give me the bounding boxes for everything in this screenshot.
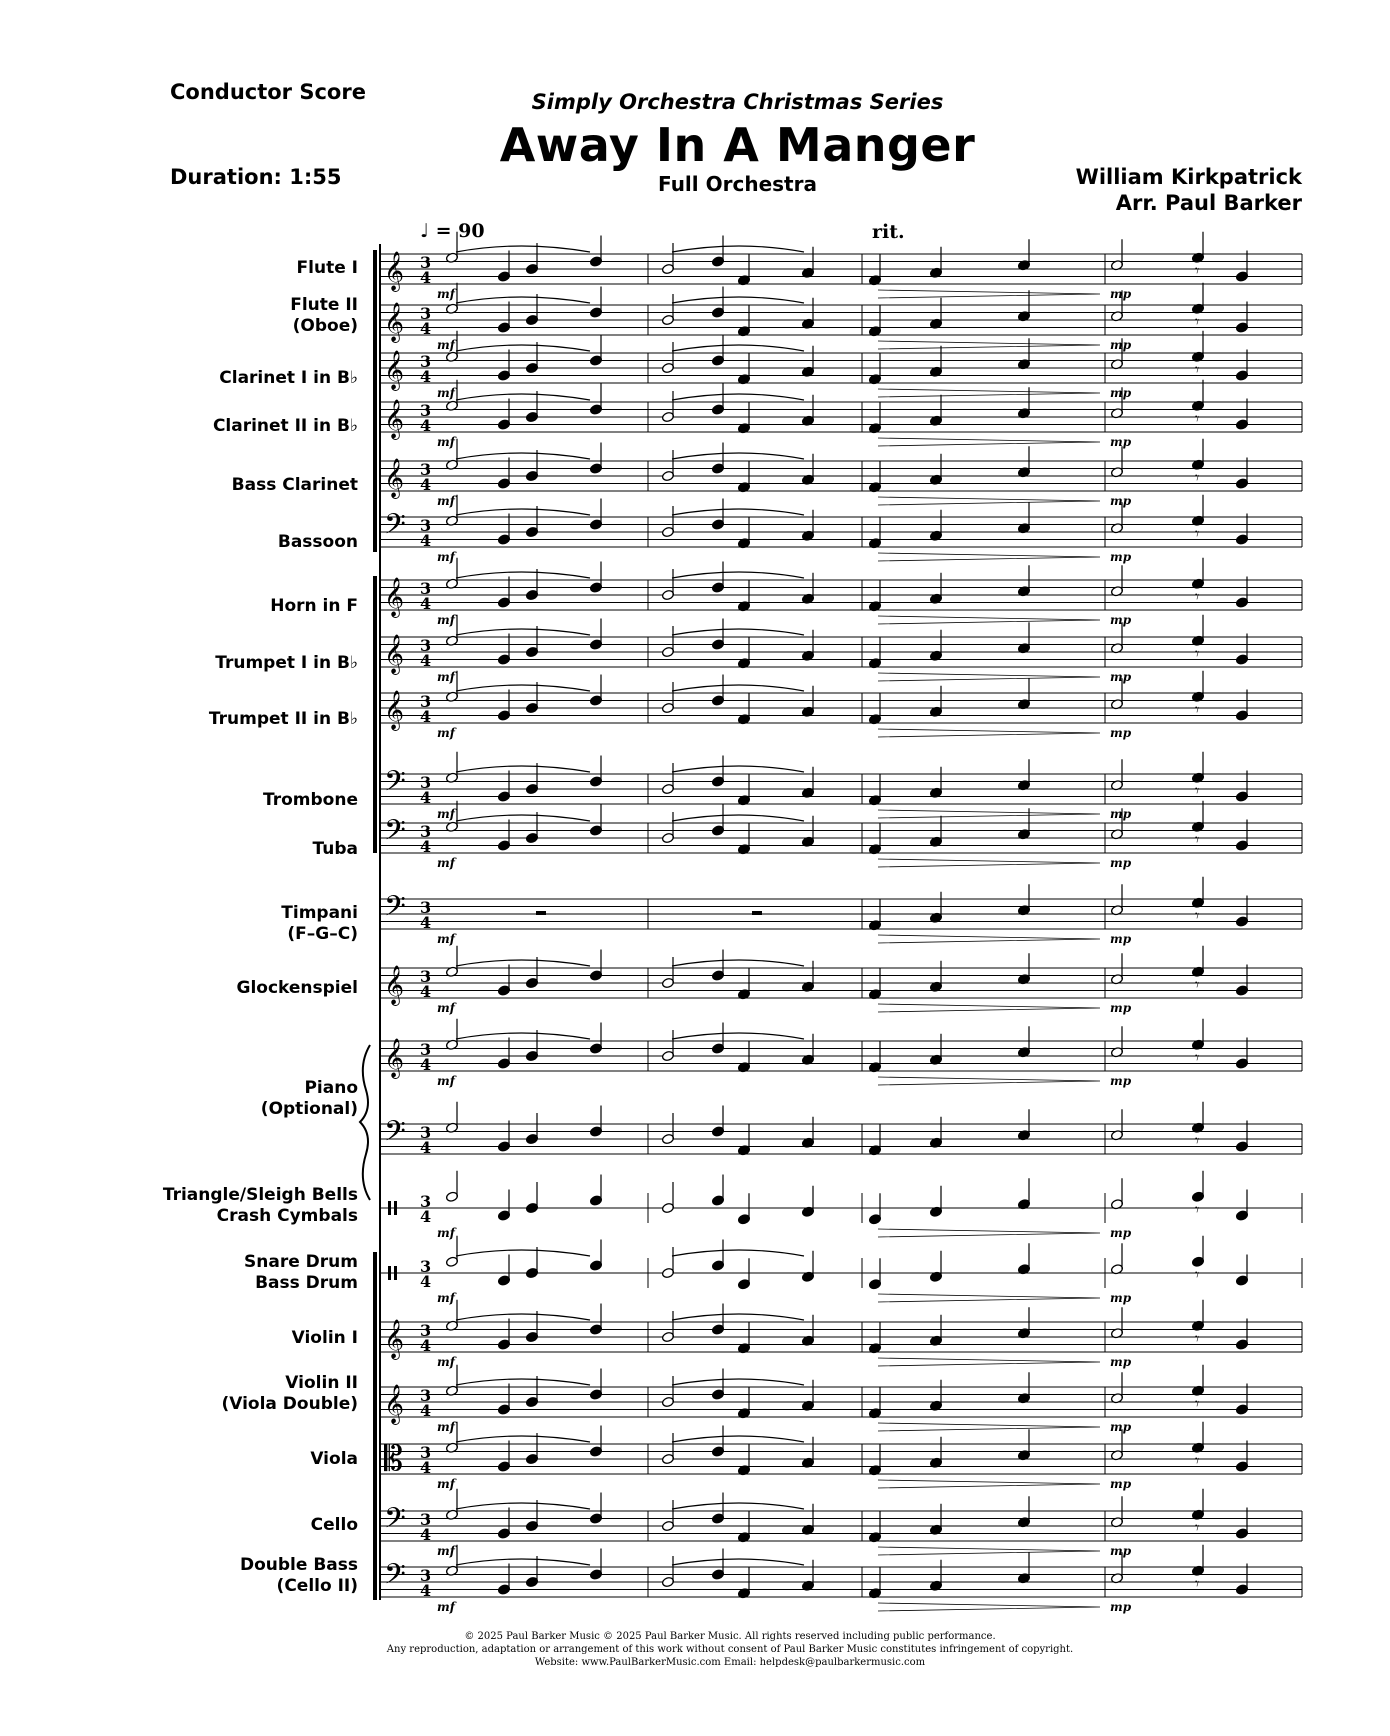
time-signature-bottom: 4 (420, 367, 432, 386)
dynamic-mf: mf (437, 1291, 455, 1305)
percussion-clef (388, 1266, 391, 1280)
decrescendo-hairpin (878, 810, 1100, 818)
eighth-rest: 𝄾 (1195, 1048, 1200, 1067)
dynamic-mf: mf (437, 726, 455, 740)
footer-line-3: Website: www.PaulBarkerMusic.com Email: helpdesk@paulbarkermusic.com (534, 1657, 926, 1668)
dynamic-mp: mp (1110, 338, 1132, 352)
dynamic-mp: mp (1110, 1544, 1132, 1558)
slur (456, 509, 590, 515)
treble-clef: 𝄞 (384, 399, 405, 439)
instrument-label: Bassoon (277, 532, 358, 552)
slur (456, 1250, 590, 1256)
eighth-rest: 𝄾 (1195, 468, 1200, 487)
slur (456, 345, 590, 351)
treble-clef: 𝄞 (384, 1319, 405, 1359)
eighth-rest: 𝄾 (1195, 587, 1200, 606)
bass-clef: 𝄢 (384, 1558, 406, 1598)
bass-clef: 𝄢 (384, 1115, 406, 1155)
slur (672, 453, 804, 459)
time-signature-bottom: 4 (420, 1458, 432, 1477)
dynamic-mf: mf (437, 1355, 455, 1369)
instrument-label: Horn in F (270, 596, 358, 616)
time-signature-top: 3 (420, 1123, 432, 1142)
instrument-label: Clarinet I in B♭ (219, 368, 358, 388)
time-signature-top: 3 (420, 692, 432, 711)
dynamic-mf: mf (437, 807, 455, 821)
dynamic-mp: mp (1110, 1291, 1132, 1305)
dynamic-mp: mp (1110, 856, 1132, 870)
treble-clef: 𝄞 (384, 1384, 405, 1424)
time-signature-bottom: 4 (420, 1581, 432, 1600)
decrescendo-hairpin (878, 859, 1100, 867)
decrescendo-hairpin (878, 673, 1100, 681)
instrument-label: Violin II (Viola Double) (221, 1373, 358, 1414)
eighth-rest: 𝄾 (1195, 261, 1200, 280)
time-signature-top: 3 (420, 460, 432, 479)
piece-title: Away In A Manger (499, 118, 976, 172)
dynamic-mf: mf (437, 856, 455, 870)
time-signature-top: 3 (420, 967, 432, 986)
eighth-rest: 𝄾 (1195, 975, 1200, 994)
eighth-rest: 𝄾 (1195, 1200, 1200, 1219)
instrument-label: Piano (Optional) (260, 1078, 358, 1119)
slur (456, 766, 590, 772)
time-signature-bottom: 4 (420, 416, 432, 435)
slur (456, 1314, 590, 1320)
dynamic-mf: mf (437, 1226, 455, 1240)
percussion-clef (388, 1201, 391, 1215)
instrument-label: Cello (310, 1515, 358, 1535)
eighth-rest: 𝄾 (1195, 1265, 1200, 1284)
slur (456, 960, 590, 966)
dynamic-mf: mf (437, 550, 455, 564)
slur (672, 345, 804, 351)
slur (456, 453, 590, 459)
time-signature-bottom: 4 (420, 982, 432, 1001)
time-signature-bottom: 4 (420, 788, 432, 807)
time-signature-top: 3 (420, 1040, 432, 1059)
slur (456, 1436, 590, 1442)
slur (456, 1559, 590, 1565)
slur (672, 1503, 804, 1509)
instrument-label: Trumpet II in B♭ (208, 709, 358, 729)
dynamic-mp: mp (1110, 1600, 1132, 1614)
bass-clef: 𝄢 (384, 890, 406, 930)
time-signature-top: 3 (420, 1257, 432, 1276)
score-type-label: Conductor Score (170, 80, 366, 104)
footer-line-2: Any reproduction, adaptation or arrangement of this work without consent of Paul Barker Music constitutes infringement of copyright. (386, 1644, 1074, 1655)
decrescendo-hairpin (878, 1294, 1100, 1302)
treble-clef: 𝄞 (384, 577, 405, 617)
time-signature-top: 3 (420, 1321, 432, 1340)
eighth-rest: 𝄾 (1195, 700, 1200, 719)
time-signature-top: 3 (420, 1386, 432, 1405)
instrument-label: Tuba (312, 839, 358, 859)
dynamic-mp: mp (1110, 1001, 1132, 1015)
slur (672, 246, 804, 252)
dynamic-mp: mp (1110, 726, 1132, 740)
time-signature-bottom: 4 (420, 651, 432, 670)
time-signature-top: 3 (420, 822, 432, 841)
dynamic-mf: mf (437, 1477, 455, 1491)
duration-label: Duration: 1:55 (170, 165, 342, 189)
slur (456, 629, 590, 635)
time-signature-top: 3 (420, 253, 432, 272)
dynamic-mp: mp (1110, 1355, 1132, 1369)
tempo-marking: ♩ = 90 (420, 220, 485, 242)
dynamic-mf: mf (437, 932, 455, 946)
treble-clef: 𝄞 (384, 1038, 405, 1078)
slur (672, 1436, 804, 1442)
time-signature-bottom: 4 (420, 1336, 432, 1355)
time-signature-top: 3 (420, 352, 432, 371)
time-signature-top: 3 (420, 579, 432, 598)
slur (672, 1314, 804, 1320)
time-signature-bottom: 4 (420, 594, 432, 613)
instrument-label: Viola (310, 1449, 358, 1469)
time-signature-top: 3 (420, 516, 432, 535)
ensemble-label: Full Orchestra (658, 172, 817, 196)
section-bracket (373, 250, 377, 552)
decrescendo-hairpin (878, 729, 1100, 737)
eighth-rest: 𝄾 (1195, 1394, 1200, 1413)
treble-clef: 𝄞 (384, 634, 405, 674)
slur (672, 509, 804, 515)
eighth-rest: 𝄾 (1195, 830, 1200, 849)
treble-clef: 𝄞 (384, 965, 405, 1005)
dynamic-mp: mp (1110, 386, 1132, 400)
eighth-rest: 𝄾 (1195, 781, 1200, 800)
arranger-name: Arr. Paul Barker (1115, 191, 1302, 215)
slur (456, 685, 590, 691)
composer-name: William Kirkpatrick (1075, 165, 1302, 189)
dynamic-mf: mf (437, 670, 455, 684)
eighth-rest: 𝄾 (1195, 524, 1200, 543)
time-signature-top: 3 (420, 1192, 432, 1211)
time-signature-bottom: 4 (420, 707, 432, 726)
instrument-label: Double Bass (Cello II) (239, 1555, 358, 1596)
dynamic-mp: mp (1110, 1074, 1132, 1088)
section-bracket (373, 1252, 377, 1600)
eighth-rest: 𝄾 (1195, 1574, 1200, 1593)
time-signature-bottom: 4 (420, 1055, 432, 1074)
slur (672, 960, 804, 966)
time-signature-top: 3 (420, 773, 432, 792)
instrument-label: Timpani (F–G–C) (281, 903, 358, 944)
decrescendo-hairpin (878, 497, 1100, 505)
dynamic-mp: mp (1110, 1226, 1132, 1240)
decrescendo-hairpin (878, 389, 1100, 397)
time-signature-bottom: 4 (420, 837, 432, 856)
decrescendo-hairpin (878, 290, 1100, 298)
slur (456, 297, 590, 303)
dynamic-mf: mf (437, 1074, 455, 1088)
time-signature-bottom: 4 (420, 1272, 432, 1291)
slur (672, 1559, 804, 1565)
slur (456, 572, 590, 578)
eighth-rest: 𝄾 (1195, 906, 1200, 925)
time-signature-bottom: 4 (420, 319, 432, 338)
slur (672, 815, 804, 821)
dynamic-mf: mf (437, 386, 455, 400)
bass-clef: 𝄢 (384, 765, 406, 805)
slur (456, 394, 590, 400)
time-signature-top: 3 (420, 898, 432, 917)
dynamic-mf: mf (437, 1544, 455, 1558)
piano-brace (360, 1045, 370, 1200)
time-signature-bottom: 4 (420, 1525, 432, 1544)
dynamic-mf: mf (437, 1420, 455, 1434)
dynamic-mp: mp (1110, 932, 1132, 946)
dynamic-mf: mf (437, 494, 455, 508)
slur (672, 685, 804, 691)
dynamic-mf: mf (437, 1001, 455, 1015)
slur (672, 297, 804, 303)
eighth-rest: 𝄾 (1195, 409, 1200, 428)
slur (672, 394, 804, 400)
slur (456, 1503, 590, 1509)
decrescendo-hairpin (878, 1358, 1100, 1366)
treble-clef: 𝄞 (384, 251, 405, 291)
instrument-label: Trombone (263, 790, 358, 810)
instrument-label: Flute II (Oboe) (290, 295, 358, 336)
eighth-rest: 𝄾 (1195, 1451, 1200, 1470)
time-signature-bottom: 4 (420, 1138, 432, 1157)
decrescendo-hairpin (878, 616, 1100, 624)
instrument-label: Triangle/Sleigh Bells Crash Cymbals (162, 1185, 358, 1226)
slur (672, 1250, 804, 1256)
dynamic-mp: mp (1110, 807, 1132, 821)
treble-clef: 𝄞 (384, 350, 405, 390)
eighth-rest: 𝄾 (1195, 312, 1200, 331)
time-signature-top: 3 (420, 1510, 432, 1529)
treble-clef: 𝄞 (384, 690, 405, 730)
eighth-rest: 𝄾 (1195, 1131, 1200, 1150)
footer-line-1: © 2025 Paul Barker Music © 2025 Paul Barker Music. All rights reserved including public performance. (464, 1631, 996, 1642)
instrument-label: Bass Clarinet (231, 475, 358, 495)
time-signature-bottom: 4 (420, 1207, 432, 1226)
dynamic-mf: mf (437, 1600, 455, 1614)
instrument-label: Trumpet I in B♭ (215, 653, 358, 673)
copyright-footer (0, 1630, 1390, 1669)
time-signature-top: 3 (420, 304, 432, 323)
dynamic-mp: mp (1110, 670, 1132, 684)
slur (456, 1379, 590, 1385)
whole-rest (536, 911, 546, 915)
time-signature-bottom: 4 (420, 531, 432, 550)
eighth-rest: 𝄾 (1195, 1329, 1200, 1348)
decrescendo-hairpin (878, 341, 1100, 349)
dynamic-mp: mp (1110, 494, 1132, 508)
whole-rest (752, 911, 762, 915)
time-signature-bottom: 4 (420, 475, 432, 494)
slur (672, 766, 804, 772)
slur (456, 1033, 590, 1039)
decrescendo-hairpin (878, 1229, 1100, 1237)
time-signature-top: 3 (420, 636, 432, 655)
instrument-label: Snare Drum Bass Drum (244, 1252, 358, 1293)
eighth-rest: 𝄾 (1195, 644, 1200, 663)
dynamic-mf: mf (437, 435, 455, 449)
time-signature-bottom: 4 (420, 1401, 432, 1420)
slur (672, 629, 804, 635)
decrescendo-hairpin (878, 1077, 1100, 1085)
time-signature-top: 3 (420, 1443, 432, 1462)
time-signature-bottom: 4 (420, 268, 432, 287)
dynamic-mp: mp (1110, 1420, 1132, 1434)
dynamic-mf: mf (437, 287, 455, 301)
dynamic-mp: mp (1110, 287, 1132, 301)
dynamic-mp: mp (1110, 550, 1132, 564)
slur (456, 815, 590, 821)
percussion-clef (394, 1266, 397, 1280)
time-signature-bottom: 4 (420, 913, 432, 932)
decrescendo-hairpin (878, 1480, 1100, 1488)
decrescendo-hairpin (878, 438, 1100, 446)
decrescendo-hairpin (878, 1547, 1100, 1555)
alto-clef: 𝄡 (384, 1439, 403, 1479)
slur (672, 1033, 804, 1039)
slur (672, 1379, 804, 1385)
dynamic-mp: mp (1110, 435, 1132, 449)
series-title: Simply Orchestra Christmas Series (531, 90, 944, 114)
instrument-label: Glockenspiel (236, 978, 358, 998)
time-signature-top: 3 (420, 401, 432, 420)
eighth-rest: 𝄾 (1195, 1518, 1200, 1537)
dynamic-mf: mf (437, 338, 455, 352)
percussion-clef (394, 1201, 397, 1215)
bass-clef: 𝄢 (384, 1502, 406, 1542)
bass-clef: 𝄢 (384, 508, 406, 548)
dynamic-mp: mp (1110, 613, 1132, 627)
decrescendo-hairpin (878, 1004, 1100, 1012)
decrescendo-hairpin (878, 1603, 1100, 1611)
instrument-label: Flute I (296, 258, 358, 278)
eighth-rest: 𝄾 (1195, 360, 1200, 379)
decrescendo-hairpin (878, 1423, 1100, 1431)
dynamic-mp: mp (1110, 1477, 1132, 1491)
instrument-label: Clarinet II in B♭ (212, 416, 358, 436)
bass-clef: 𝄢 (384, 814, 406, 854)
slur (672, 572, 804, 578)
treble-clef: 𝄞 (384, 458, 405, 498)
decrescendo-hairpin (878, 553, 1100, 561)
time-signature-top: 3 (420, 1566, 432, 1585)
instrument-label: Violin I (291, 1328, 358, 1348)
treble-clef: 𝄞 (384, 302, 405, 342)
decrescendo-hairpin (878, 935, 1100, 943)
section-bracket (373, 576, 377, 853)
ritardando-marking: rit. (872, 221, 905, 243)
slur (456, 246, 590, 252)
dynamic-mf: mf (437, 613, 455, 627)
